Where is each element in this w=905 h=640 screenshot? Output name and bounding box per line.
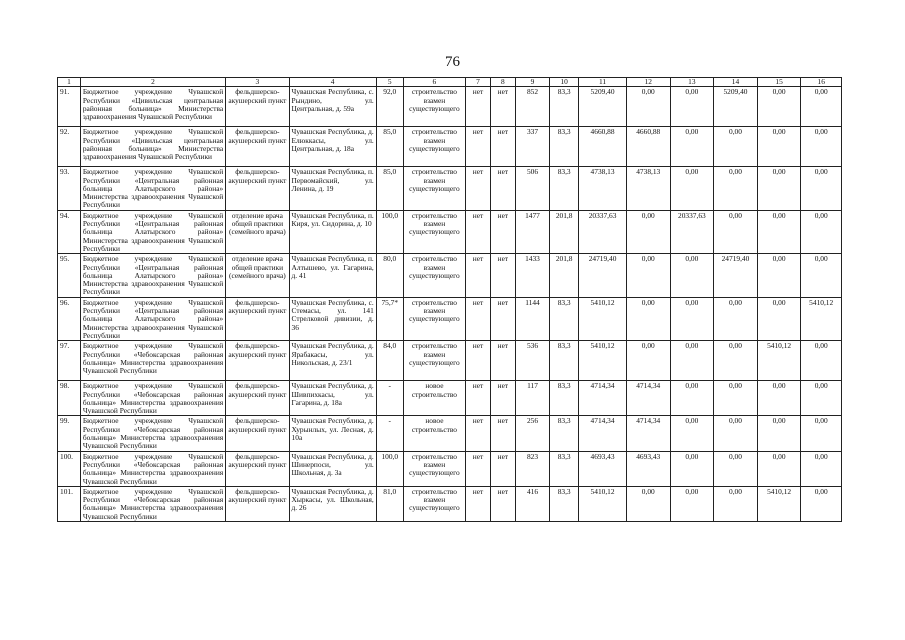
work-type-cell: новое строительство: [403, 381, 465, 416]
organization-name-cell: Бюджетное учреждение Чувашской Республики «Чебоксарская районная больница» Министерства здравоохранения Чувашской Республики: [80, 451, 225, 486]
row-number-cell: 96.: [58, 297, 81, 340]
col-13-cell: 20337,63: [670, 210, 714, 253]
col-7-cell: нет: [466, 167, 491, 210]
col-7-cell: нет: [466, 127, 491, 167]
col-11-cell: 20337,63: [579, 210, 627, 253]
col-15-cell: 0,00: [757, 381, 801, 416]
header-cell: 9: [515, 78, 549, 87]
col-7-cell: нет: [466, 297, 491, 340]
col-13-cell: 0,00: [670, 297, 714, 340]
table-row: [58, 381, 842, 416]
col-12-cell: 0,00: [626, 210, 670, 253]
row-number-cell: 100.: [58, 451, 81, 486]
col-16-cell: 0,00: [801, 416, 842, 451]
wear-percent-cell: -: [376, 416, 403, 451]
facility-type-cell: фельдшерско-акушерский пункт: [226, 297, 289, 340]
header-cell: 8: [490, 78, 515, 87]
col-15-cell: 0,00: [757, 210, 801, 253]
table-row: [58, 87, 842, 127]
col-13-cell: 0,00: [670, 486, 714, 521]
col-11-cell: 4660,88: [579, 127, 627, 167]
wear-percent-cell: 84,0: [376, 341, 403, 381]
table-row: [58, 210, 842, 253]
col-9-cell: 1477: [515, 210, 549, 253]
col-11-cell: 5209,40: [579, 87, 627, 127]
col-7-cell: нет: [466, 254, 491, 297]
work-type-cell: строительство взамен существующего: [403, 254, 465, 297]
row-number-cell: 91.: [58, 87, 81, 127]
col-14-cell: 0,00: [714, 341, 758, 381]
col-12-cell: 4660,88: [626, 127, 670, 167]
col-9-cell: 1144: [515, 297, 549, 340]
col-12-cell: 4714,34: [626, 416, 670, 451]
organization-name-cell: Бюджетное учреждение Чувашской Республики «Чебоксарская районная больница» Министерства здравоохранения Чувашской Республики: [80, 341, 225, 381]
col-11-cell: 24719,40: [579, 254, 627, 297]
row-number-cell: 99.: [58, 416, 81, 451]
table-row: [58, 297, 842, 340]
organization-name-cell: Бюджетное учреждение Чувашской Республики «Центральная районная больница Алатырского района» Министерства здравоохранения Чувашской Республики: [80, 254, 225, 297]
col-11-cell: 4714,34: [579, 381, 627, 416]
address-cell: Чувашская Республика, с. Рындино, ул. Центральная, д. 59а: [289, 87, 376, 127]
col-15-cell: 0,00: [757, 167, 801, 210]
header-cell: 11: [579, 78, 627, 87]
address-cell: Чувашская Республика, с. Стемасы, ул. 141 Стрелковой дивизии, д. 36: [289, 297, 376, 340]
header-cell: 4: [289, 78, 376, 87]
organization-name-cell: Бюджетное учреждение Чувашской Республики «Чебоксарская районная больница» Министерства здравоохранения Чувашской Республики: [80, 381, 225, 416]
organization-name-cell: Бюджетное учреждение Чувашской Республики «Чебоксарская районная больница» Министерства здравоохранения Чувашской Республики: [80, 486, 225, 521]
col-10-cell: 83,3: [550, 416, 579, 451]
organization-name-cell: Бюджетное учреждение Чувашской Республики «Центральная районная больница Алатырского района» Министерства здравоохранения Чувашской Республики: [80, 297, 225, 340]
col-14-cell: 0,00: [714, 167, 758, 210]
col-8-cell: нет: [490, 87, 515, 127]
col-7-cell: нет: [466, 451, 491, 486]
col-13-cell: 0,00: [670, 451, 714, 486]
col-13-cell: 0,00: [670, 341, 714, 381]
col-8-cell: нет: [490, 127, 515, 167]
col-13-cell: 0,00: [670, 127, 714, 167]
col-10-cell: 201,8: [550, 254, 579, 297]
col-7-cell: нет: [466, 341, 491, 381]
wear-percent-cell: 92,0: [376, 87, 403, 127]
col-16-cell: 0,00: [801, 210, 842, 253]
col-10-cell: 83,3: [550, 381, 579, 416]
col-16-cell: 0,00: [801, 486, 842, 521]
header-cell: 7: [466, 78, 491, 87]
col-14-cell: 0,00: [714, 210, 758, 253]
row-number-cell: 95.: [58, 254, 81, 297]
facility-type-cell: фельдшерско-акушерский пункт: [226, 167, 289, 210]
col-10-cell: 83,3: [550, 87, 579, 127]
address-cell: Чувашская Республика, д. Шивпихкасы, ул. Гагарина, д. 18а: [289, 381, 376, 416]
facility-type-cell: отделение врача общей практики (семейного врача): [226, 210, 289, 253]
wear-percent-cell: 100,0: [376, 210, 403, 253]
col-7-cell: нет: [466, 416, 491, 451]
col-14-cell: 24719,40: [714, 254, 758, 297]
row-number-cell: 97.: [58, 341, 81, 381]
facility-type-cell: фельдшерско-акушерский пункт: [226, 87, 289, 127]
header-cell: 14: [714, 78, 758, 87]
wear-percent-cell: 80,0: [376, 254, 403, 297]
header-cell: 16: [801, 78, 842, 87]
facility-type-cell: фельдшерско-акушерский пункт: [226, 451, 289, 486]
header-cell: 13: [670, 78, 714, 87]
col-8-cell: нет: [490, 416, 515, 451]
address-cell: Чувашская Республика, д. Хыркасы, ул. Школьная, д. 26: [289, 486, 376, 521]
col-12-cell: 4738,13: [626, 167, 670, 210]
col-13-cell: 0,00: [670, 87, 714, 127]
col-9-cell: 823: [515, 451, 549, 486]
work-type-cell: строительство взамен существующего: [403, 341, 465, 381]
col-16-cell: 0,00: [801, 451, 842, 486]
col-14-cell: 0,00: [714, 451, 758, 486]
col-8-cell: нет: [490, 486, 515, 521]
table-row: [58, 451, 842, 486]
organization-name-cell: Бюджетное учреждение Чувашской Республики «Центральная районная больница Алатырского района» Министерства здравоохранения Чувашской Республики: [80, 167, 225, 210]
header-cell: 12: [626, 78, 670, 87]
wear-percent-cell: 81,0: [376, 486, 403, 521]
work-type-cell: строительство взамен существующего: [403, 486, 465, 521]
col-12-cell: 0,00: [626, 87, 670, 127]
wear-percent-cell: 75,7*: [376, 297, 403, 340]
col-9-cell: 506: [515, 167, 549, 210]
col-11-cell: 4714,34: [579, 416, 627, 451]
header-cell: 6: [403, 78, 465, 87]
work-type-cell: строительство взамен существующего: [403, 167, 465, 210]
table-row: [58, 416, 842, 451]
col-15-cell: 0,00: [757, 127, 801, 167]
col-12-cell: 0,00: [626, 297, 670, 340]
col-7-cell: нет: [466, 486, 491, 521]
col-15-cell: 0,00: [757, 297, 801, 340]
facilities-table: [57, 77, 842, 522]
col-15-cell: 0,00: [757, 451, 801, 486]
col-7-cell: нет: [466, 87, 491, 127]
col-15-cell: 0,00: [757, 254, 801, 297]
col-16-cell: 0,00: [801, 341, 842, 381]
wear-percent-cell: 85,0: [376, 167, 403, 210]
col-9-cell: 852: [515, 87, 549, 127]
col-7-cell: нет: [466, 381, 491, 416]
address-cell: Чувашская Республика, п. Первомайский, ул. Ленина, д. 19: [289, 167, 376, 210]
address-cell: Чувашская Республика, д. Ярабакасы, ул. Никольская, д. 23/1: [289, 341, 376, 381]
col-16-cell: 0,00: [801, 254, 842, 297]
col-10-cell: 83,3: [550, 127, 579, 167]
col-8-cell: нет: [490, 341, 515, 381]
col-16-cell: 0,00: [801, 87, 842, 127]
col-15-cell: 5410,12: [757, 486, 801, 521]
work-type-cell: строительство взамен существующего: [403, 210, 465, 253]
col-14-cell: 0,00: [714, 127, 758, 167]
col-14-cell: 5209,40: [714, 87, 758, 127]
address-cell: Чувашская Республика, п. Алтышево, ул. Гагарина, д. 41: [289, 254, 376, 297]
row-number-cell: 93.: [58, 167, 81, 210]
col-7-cell: нет: [466, 210, 491, 253]
col-10-cell: 83,3: [550, 341, 579, 381]
table-row: [58, 167, 842, 210]
work-type-cell: строительство взамен существующего: [403, 127, 465, 167]
col-11-cell: 5410,12: [579, 297, 627, 340]
row-number-cell: 98.: [58, 381, 81, 416]
table-row: [58, 127, 842, 167]
row-number-cell: 94.: [58, 210, 81, 253]
col-10-cell: 83,3: [550, 297, 579, 340]
col-13-cell: 0,00: [670, 381, 714, 416]
col-10-cell: 201,8: [550, 210, 579, 253]
col-16-cell: 0,00: [801, 381, 842, 416]
facility-type-cell: фельдшерско-акушерский пункт: [226, 486, 289, 521]
col-14-cell: 0,00: [714, 297, 758, 340]
col-14-cell: 0,00: [714, 381, 758, 416]
address-cell: Чувашская Республика, д. Хурынлых, ул. Лесная, д. 10а: [289, 416, 376, 451]
table-row: [58, 486, 842, 521]
header-cell: 5: [376, 78, 403, 87]
organization-name-cell: Бюджетное учреждение Чувашской Республики «Центральная районная больница Алатырского района» Министерства здравоохранения Чувашской Республики: [80, 210, 225, 253]
col-16-cell: 5410,12: [801, 297, 842, 340]
col-12-cell: 4714,34: [626, 381, 670, 416]
col-13-cell: 0,00: [670, 167, 714, 210]
col-10-cell: 83,3: [550, 451, 579, 486]
table-row: [58, 341, 842, 381]
header-cell: 2: [80, 78, 225, 87]
facility-type-cell: фельдшерско-акушерский пункт: [226, 381, 289, 416]
work-type-cell: строительство взамен существующего: [403, 451, 465, 486]
col-8-cell: нет: [490, 451, 515, 486]
col-12-cell: 0,00: [626, 254, 670, 297]
col-15-cell: 0,00: [757, 416, 801, 451]
work-type-cell: строительство взамен существующего: [403, 87, 465, 127]
row-number-cell: 101.: [58, 486, 81, 521]
col-11-cell: 5410,12: [579, 341, 627, 381]
col-12-cell: 0,00: [626, 341, 670, 381]
address-cell: Чувашская Республика, д. Елюккасы, ул. Центральная, д. 18а: [289, 127, 376, 167]
organization-name-cell: Бюджетное учреждение Чувашской Республики «Цивильская центральная районная больница» Министерства здравоохранения Чувашской Республики: [80, 87, 225, 127]
address-cell: Чувашская Республика, п. Киря, ул. Сидорина, д. 10: [289, 210, 376, 253]
work-type-cell: новое строительство: [403, 416, 465, 451]
facility-type-cell: фельдшерско-акушерский пункт: [226, 127, 289, 167]
col-9-cell: 117: [515, 381, 549, 416]
col-15-cell: 0,00: [757, 87, 801, 127]
col-9-cell: 1433: [515, 254, 549, 297]
facility-type-cell: фельдшерско-акушерский пункт: [226, 341, 289, 381]
col-11-cell: 4693,43: [579, 451, 627, 486]
col-15-cell: 5410,12: [757, 341, 801, 381]
col-8-cell: нет: [490, 254, 515, 297]
col-11-cell: 4738,13: [579, 167, 627, 210]
col-10-cell: 83,3: [550, 486, 579, 521]
header-cell: 15: [757, 78, 801, 87]
col-9-cell: 416: [515, 486, 549, 521]
col-13-cell: 0,00: [670, 416, 714, 451]
wear-percent-cell: -: [376, 381, 403, 416]
col-8-cell: нет: [490, 167, 515, 210]
col-16-cell: 0,00: [801, 127, 842, 167]
col-12-cell: 0,00: [626, 486, 670, 521]
col-11-cell: 5410,12: [579, 486, 627, 521]
col-10-cell: 83,3: [550, 167, 579, 210]
header-row: [58, 78, 842, 87]
organization-name-cell: Бюджетное учреждение Чувашской Республики «Чебоксарская районная больница» Министерства здравоохранения Чувашской Республики: [80, 416, 225, 451]
col-9-cell: 256: [515, 416, 549, 451]
page-number: 76: [445, 54, 460, 70]
address-cell: Чувашская Республика, д. Шинерпоси, ул. Школьная, д. 3а: [289, 451, 376, 486]
col-16-cell: 0,00: [801, 167, 842, 210]
organization-name-cell: Бюджетное учреждение Чувашской Республики «Цивильская центральная районная больница» Министерства здравоохранения Чувашской Республики: [80, 127, 225, 167]
work-type-cell: строительство взамен существующего: [403, 297, 465, 340]
col-8-cell: нет: [490, 210, 515, 253]
col-14-cell: 0,00: [714, 416, 758, 451]
facility-type-cell: отделение врача общей практики (семейного врача): [226, 254, 289, 297]
col-12-cell: 4693,43: [626, 451, 670, 486]
col-14-cell: 0,00: [714, 486, 758, 521]
col-8-cell: нет: [490, 381, 515, 416]
header-cell: 10: [550, 78, 579, 87]
row-number-cell: 92.: [58, 127, 81, 167]
facility-type-cell: фельдшерско-акушерский пункт: [226, 416, 289, 451]
wear-percent-cell: 85,0: [376, 127, 403, 167]
wear-percent-cell: 100,0: [376, 451, 403, 486]
header-cell: 1: [58, 78, 81, 87]
header-cell: 3: [226, 78, 289, 87]
table-row: [58, 254, 842, 297]
col-8-cell: нет: [490, 297, 515, 340]
col-9-cell: 536: [515, 341, 549, 381]
col-13-cell: 0,00: [670, 254, 714, 297]
col-9-cell: 337: [515, 127, 549, 167]
